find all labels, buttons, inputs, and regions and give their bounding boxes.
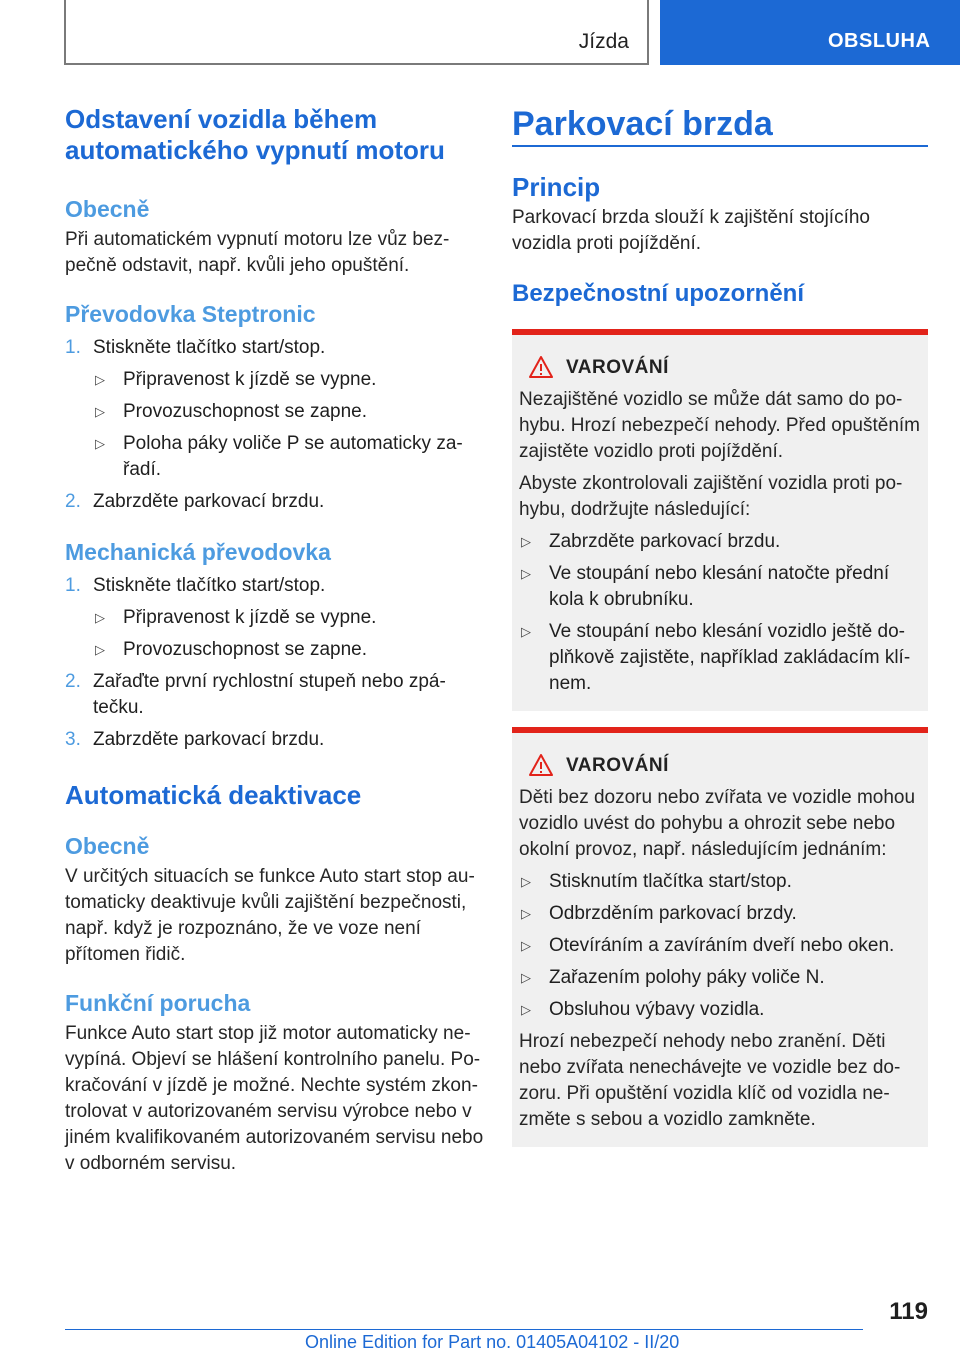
bullet-item: ▷ Provozuschopnost se zapne. — [93, 399, 485, 425]
section-title: Jízda — [578, 30, 629, 53]
subheading-steptronic: Převodovka Steptronic — [65, 301, 316, 327]
chapter-tab[interactable] — [660, 0, 960, 65]
warning-triangle-icon — [529, 355, 553, 379]
warning-triangle-icon — [529, 753, 553, 777]
warning-bullets — [519, 869, 920, 1023]
edition-footer: Online Edition for Part no. 01405A04102 - II/20 — [305, 1332, 680, 1352]
left-column — [65, 104, 485, 1177]
subheading-bezpecnost: Bezpečnostní upozornění — [512, 280, 805, 307]
bullet-item: ▷ Odbrzděním parkovací brzdy. — [519, 901, 920, 927]
step-item: 2. Zabrzděte parkovací brzdu. — [65, 491, 325, 512]
warning-title: VAROVÁNÍ — [566, 755, 669, 776]
steptronic-bullets — [93, 367, 485, 483]
bullet-item: ▷ Provozuschopnost se zapne. — [93, 637, 485, 663]
subheading-porucha: Funkční porucha — [65, 990, 251, 1016]
bullet-item: ▷ Otevíráním a zavíráním dveří nebo oken. — [519, 933, 920, 959]
warning-paragraph: Abyste zkontrolovali zajištění vozidla proti pohybu, dodržujte následující: — [519, 473, 903, 520]
bullet-item: ▷ Ve stoupání nebo klesání vozidlo ještě doplňkově zajistěte, například zakládacím klínem. — [519, 619, 920, 697]
bullet-item: ▷ Ve stoupání nebo klesání natočte přední kola k obrubníku. — [519, 561, 920, 613]
warning-paragraph: Děti bez dozoru nebo zvířata ve vozidle mohou vozidlo uvést do pohybu a ohrozit sebe nebo okolní provoz, např. následujícím jednáním: — [519, 787, 916, 860]
warning-paragraph: Nezajištěné vozidlo se může dát samo do pohybu. Hrozí nebezpečí nehody. Před opuštěním zajistěte vozidlo proti pojíždění. — [519, 389, 921, 462]
paragraph-porucha: Funkce Auto start stop již motor automaticky nevypíná. Objeví se hlášení kontrolního panelu. Pokračování v jízdě je možné. Nechte systém zkontrolovat v autorizovaném servisu výrobce nebo v jiném kvalifikovaném autorizovaném servisu nebo v odborném servisu. — [65, 1023, 484, 1174]
bullet-item: ▷ Připravenost k jízdě se vypne. — [93, 367, 485, 393]
subheading-mechanicka: Mechanická převodovka — [65, 539, 331, 565]
footer-rule — [65, 1329, 863, 1330]
steptronic-steps — [65, 335, 485, 515]
warning-bullets — [519, 529, 920, 697]
warning-header — [519, 753, 920, 785]
bullet-item: ▷ Obsluhou výbavy vozidla. — [519, 997, 920, 1023]
warning-header — [519, 355, 920, 387]
paragraph-princip: Parkovací brzda slouží k zajištění stojícího vozidla proti pojíždění. — [512, 207, 870, 254]
chapter-tab-label: OBSLUHA — [828, 30, 931, 52]
warning-box — [512, 329, 928, 711]
bullet-item: ▷ Připravenost k jízdě se vypne. — [93, 605, 485, 631]
step-item: 3. Zabrzděte parkovací brzdu. — [65, 729, 325, 750]
bullet-item: ▷ Zařazením polohy páky voliče N. — [519, 965, 920, 991]
paragraph-obecne: Při automatickém vypnutí motoru lze vůz bezpečně odstavit, např. kvůli jeho opuštění. — [65, 229, 450, 276]
bullet-item: ▷ Zabrzděte parkovací brzdu. — [519, 529, 920, 555]
right-column — [512, 104, 928, 1147]
mechanical-bullets — [93, 605, 485, 663]
section-heading-parkovaci-brzda: Parkovací brzda — [512, 105, 773, 143]
step-item: 1. Stiskněte tlačítko start/stop. ▷ Připravenost k jízdě se vypne. ▷ Provozuschopnost se zapne. ▷ Poloha páky voliče P se automaticky zařadí. — [65, 335, 485, 483]
header-section-box — [64, 0, 649, 65]
mechanical-steps — [65, 573, 485, 753]
warning-paragraph: Hrozí nebezpečí nehody nebo zranění. Děti nebo zvířata nenechávejte ve vozidle bez dozoru. Při opuštění vozidla klíč od vozidla nezměte s sebou a vozidlo zamkněte. — [519, 1031, 901, 1130]
warning-title: VAROVÁNÍ — [566, 357, 669, 378]
section-heading-deaktivace: Automatická deaktivace — [65, 780, 362, 810]
section-heading-odstaveni: Odstavení vozidla během automatického vypnutí motoru — [65, 104, 445, 165]
step-item: 1. Stiskněte tlačítko start/stop. ▷ Připravenost k jízdě se vypne. ▷ Provozuschopnost se zapne. — [65, 573, 485, 663]
paragraph-obecne-2: V určitých situacích se funkce Auto start stop automaticky deaktivuje kvůli zajištění bezpečnosti, např. když je rozpoznáno, že ve voze není přítomen řidič. — [65, 866, 475, 965]
step-item: 2. Zařaďte první rychlostní stupeň nebo zpátečku. — [65, 671, 446, 718]
bullet-item: ▷ Poloha páky voliče P se automaticky zařadí. — [93, 431, 485, 483]
subheading-obecne-2: Obecně — [65, 833, 150, 859]
warning-box — [512, 727, 928, 1147]
heading-rule — [512, 145, 928, 147]
subheading-obecne: Obecně — [65, 196, 150, 222]
subheading-princip: Princip — [512, 172, 601, 202]
bullet-item: ▷ Stisknutím tlačítka start/stop. — [519, 869, 920, 895]
page-number: 119 — [889, 1298, 928, 1325]
